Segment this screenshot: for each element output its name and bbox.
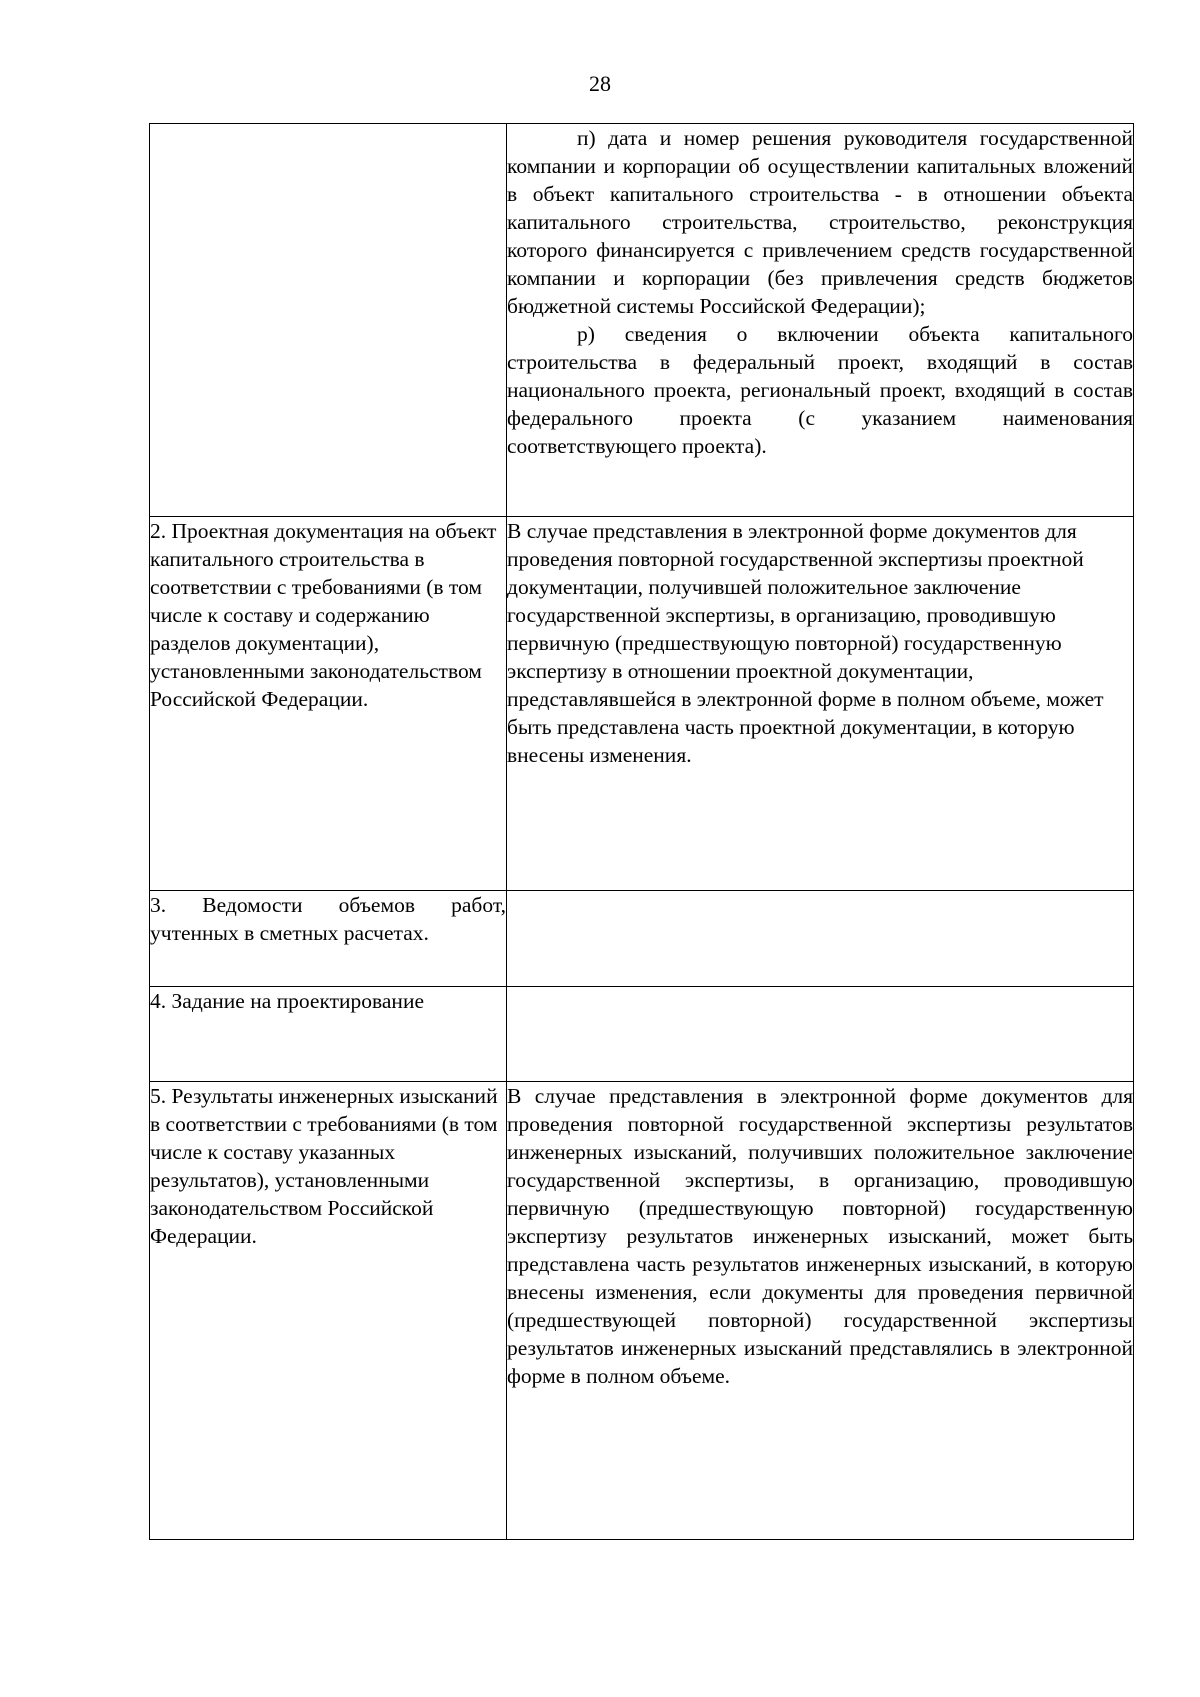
table-cell-document-name (150, 891, 507, 987)
note-text: В случае представления в электронной форме документов для проведения повторной государственной экспертизы проектной документации, получившей положительное заключение государственной экспертизы, в организацию, проводившую первичную (предшествующую повторной) государственную экспертизу в отношении проектной документации, представлявшейся в электронной форме в полном объеме, может быть представлена часть проектной документации, в которую внесены изменения. (507, 519, 1104, 767)
document-name-text: 3. Ведомости объемов работ, учтенных в сметных расчетах. (150, 893, 506, 945)
table-cell-note (507, 1082, 1134, 1540)
note-paragraph-r: р) сведения о включении объекта капитального строительства в федеральный проект, входящий в состав национального проекта, региональный проект, входящий в состав федерального проекта (с указанием наименования соответствующего проекта). (507, 322, 1133, 458)
document-name-text: 5. Результаты инженерных изысканий в соответствии с требованиями (в том числе к составу указанных результатов), установленными законодательством Российской Федерации. (150, 1084, 498, 1248)
table-row (150, 891, 1134, 987)
table-cell-note (507, 124, 1134, 517)
document-table (149, 123, 1134, 1540)
document-name-text: 4. Задание на проектирование (150, 989, 424, 1013)
table-cell-document-name (150, 517, 507, 891)
table-cell-document-name (150, 1082, 507, 1540)
table-row (150, 987, 1134, 1082)
table-cell-note (507, 517, 1134, 891)
table-row (150, 1082, 1134, 1540)
table-row (150, 517, 1134, 891)
table-row (150, 124, 1134, 517)
page-number: 28 (589, 71, 611, 96)
document-name-text: 2. Проектная документация на объект капитального строительства в соответствии с требованиями (в том числе к составу и содержанию разделов документации), установленными законодательством Российской Федерации. (150, 519, 497, 711)
note-paragraph-p: п) дата и номер решения руководителя государственной компании и корпорации об осуществлении капитальных вложений в объект капитального строительства - в отношении объекта капитального строительства, строительство, реконструкция которого финансируется с привлечением средств государственной компании и корпорации (без привлечения средств бюджетов бюджетной системы Российской Федерации); (507, 126, 1133, 318)
table-cell-note (507, 891, 1134, 987)
table-cell-note (507, 987, 1134, 1082)
table-cell-document-name (150, 987, 507, 1082)
table-cell-document-name (150, 124, 507, 517)
note-text: В случае представления в электронной форме документов для проведения повторной государственной экспертизы результатов инженерных изысканий, получивших положительное заключение государственной экспертизы, в организацию, проводившую первичную (предшествующую повторной) государственную экспертизу результатов инженерных изысканий, может быть представлена часть результатов инженерных изысканий, в которую внесены изменения, если документы для проведения первичной (предшествующей повторной) государственной экспертизы результатов инженерных изысканий представлялись в электронной форме в полном объеме. (507, 1084, 1133, 1388)
